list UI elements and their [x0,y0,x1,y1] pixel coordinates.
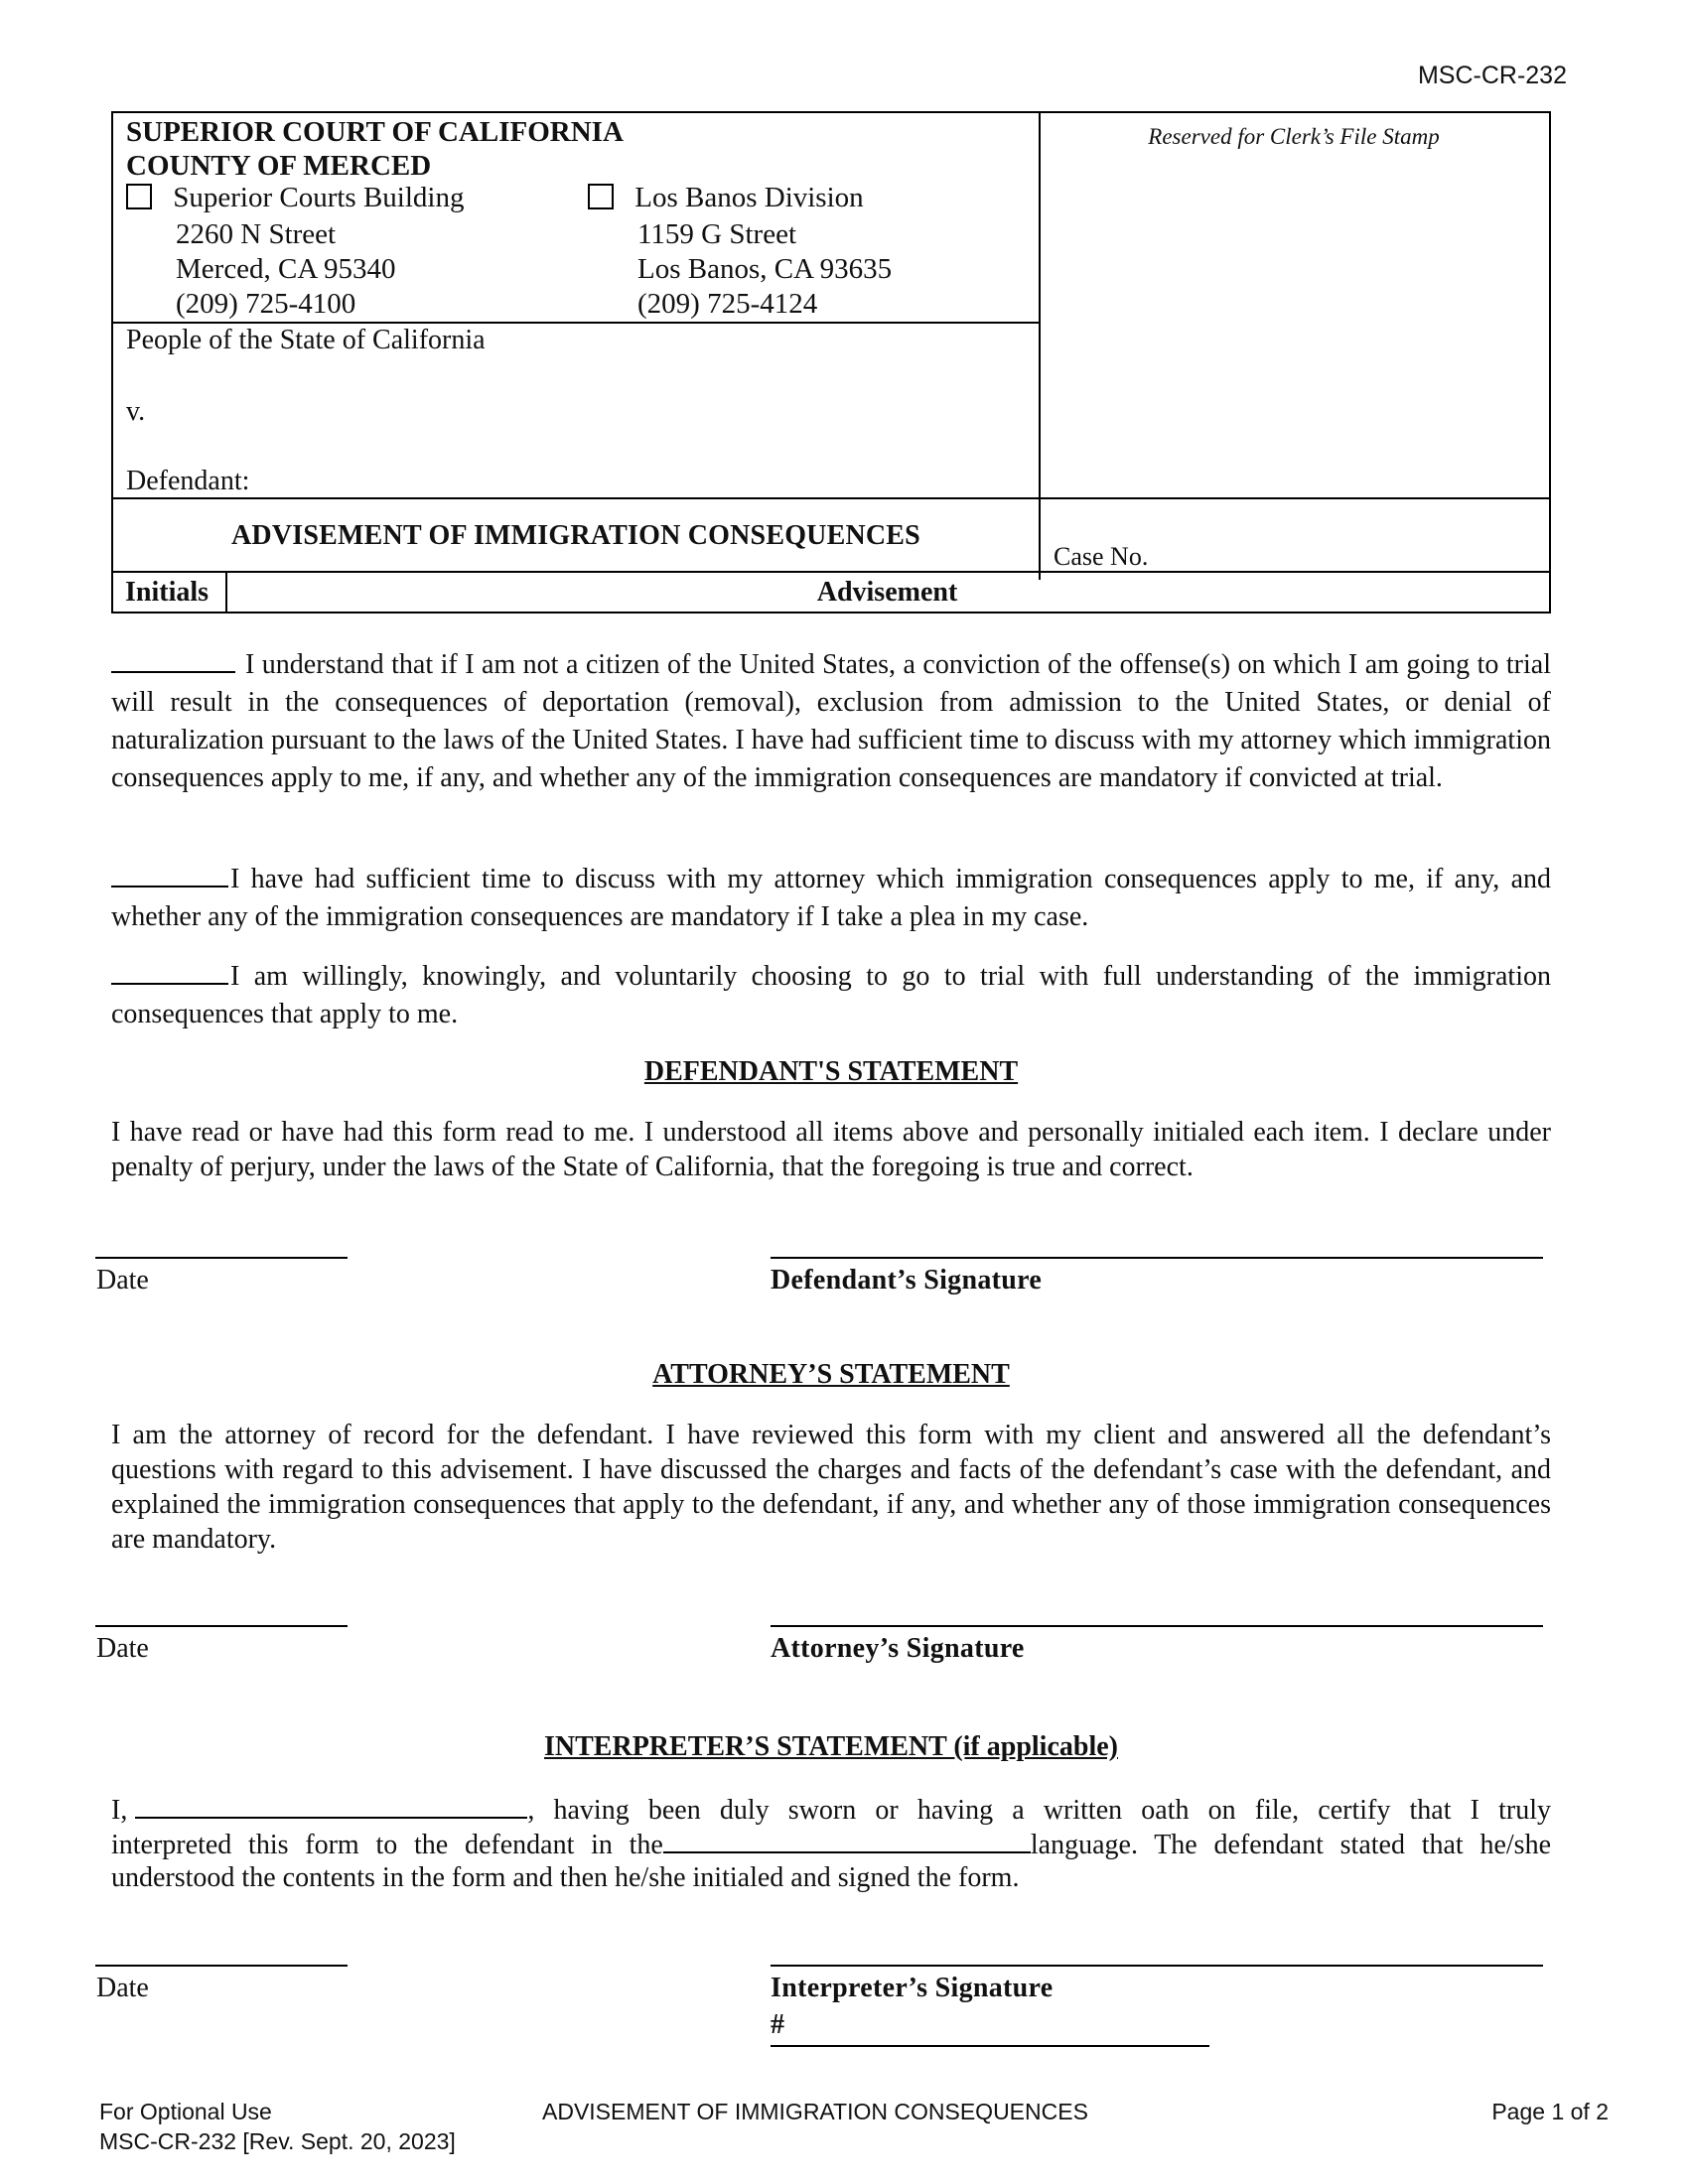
form-title: ADVISEMENT OF IMMIGRATION CONSEQUENCES [231,520,920,551]
interpreter-statement-line-3: understood the contents in the form and then he/she initialed and signed the form. [111,1862,1020,1893]
defendant-statement-text: I have read or have had this form read to me. I understood all items above and personally initialed each item. I declare under penalty of perjury, under the laws of the State of California, that the foregoing is true and correct. [111,1117,1551,1182]
location-name: Superior Courts Building [173,182,465,213]
divider [113,571,1549,573]
form-number: MSC-CR-232 [1417,62,1567,89]
attorney-signature-label: Attorney’s Signature [771,1633,1025,1664]
initials-header: Initials [125,577,210,608]
location-street: 2260 N Street [176,218,337,250]
court-name: SUPERIOR COURT OF CALIFORNIA [126,116,624,148]
divider [113,497,1549,499]
advisement-item: I am willingly, knowingly, and voluntarily choosing to go to trial with full understanding of the immigration consequences that apply to me. [111,957,1551,1033]
versus: v. [126,396,146,427]
location-merced [126,181,464,215]
interpreter-number-field[interactable] [771,2045,1209,2047]
footer-revision: MSC-CR-232 [Rev. Sept. 20, 2023] [99,2128,456,2154]
language-field[interactable] [663,1826,1031,1853]
location-los-banos [588,181,864,215]
advisement-header: Advisement [816,577,958,608]
location-city: Los Banos, CA 93635 [637,253,893,285]
location-name: Los Banos Division [634,182,864,213]
interpreter-number: # [771,2009,785,2040]
county-name: COUNTY OF MERCED [126,150,432,182]
interpreter-statement-line-2: interpreted this form to the defendant in the language. The defendant stated that he/she [111,1826,1551,1862]
defendant-statement-heading: DEFENDANT'S STATEMENT [643,1056,1019,1087]
footer-title: ADVISEMENT OF IMMIGRATION CONSEQUENCES [542,2099,1088,2124]
advisement-item: I have had sufficient time to discuss with my attorney which immigration consequences apply to me, if any, and whether any of the immigration consequences are mandatory if I take a plea in my case. [111,860,1551,936]
header-box [111,111,1551,614]
date-label: Date [96,1633,149,1664]
los-banos-checkbox[interactable] [588,184,614,209]
advisement-item: I understand that if I am not a citizen of the United States, a conviction of the offense(s) on which I am going to trial will result in the consequences of deportation (removal), exclusion from admission to the United States, or denial of naturalization pursuant to the laws of the United States. I have had sufficient time to discuss with my attorney which immigration consequences apply to me, if any, and whether any of the immigration consequences are mandatory if convicted at trial. [111,645,1551,797]
date-line[interactable] [95,1965,348,1967]
signature-line[interactable] [771,1625,1543,1627]
interpreter-name-field[interactable] [135,1791,527,1819]
page-number: Page 1 of 2 [1491,2099,1609,2124]
divider [1039,113,1041,580]
defendant-signature-label: Defendant’s Signature [771,1265,1043,1296]
case-number-label: Case No. [1054,542,1149,571]
initials-field[interactable] [111,957,228,985]
date-line[interactable] [95,1257,348,1259]
signature-line[interactable] [771,1257,1543,1259]
location-phone: (209) 725-4124 [637,288,818,320]
date-label: Date [96,1265,149,1296]
clerk-stamp-area: Reserved for Clerk’s File Stamp [1148,124,1440,149]
interpreter-statement-line-1: I, , having been duly sworn or having a written oath on file, certify that I truly [111,1791,1551,1828]
plaintiff-caption: People of the State of California [126,325,486,355]
merced-checkbox[interactable] [126,184,152,209]
date-label: Date [96,1973,149,2003]
location-city: Merced, CA 95340 [176,253,396,285]
initials-field[interactable] [111,645,235,673]
footer-left [99,2097,456,2156]
interpreter-statement-heading: INTERPRETER’S STATEMENT (if applicable) [544,1731,1118,1762]
initials-field[interactable] [111,860,228,887]
defendant-label: Defendant: [126,466,250,496]
attorney-statement-heading: ATTORNEY’S STATEMENT [652,1359,1010,1390]
location-street: 1159 G Street [637,218,797,250]
footer-use: For Optional Use [99,2099,272,2124]
location-phone: (209) 725-4100 [176,288,356,320]
interpreter-signature-label: Interpreter’s Signature [771,1973,1054,2003]
attorney-statement-text: I am the attorney of record for the defendant. I have reviewed this form with my client and answered all the defendant’s questions with regard to this advisement. I have discussed the charges and facts of the defendant’s case with the defendant, and explained the immigration consequences that apply to the defendant, if any, and whether any of those immigration consequences are mandatory. [111,1420,1551,1555]
signature-line[interactable] [771,1965,1543,1967]
date-line[interactable] [95,1625,348,1627]
